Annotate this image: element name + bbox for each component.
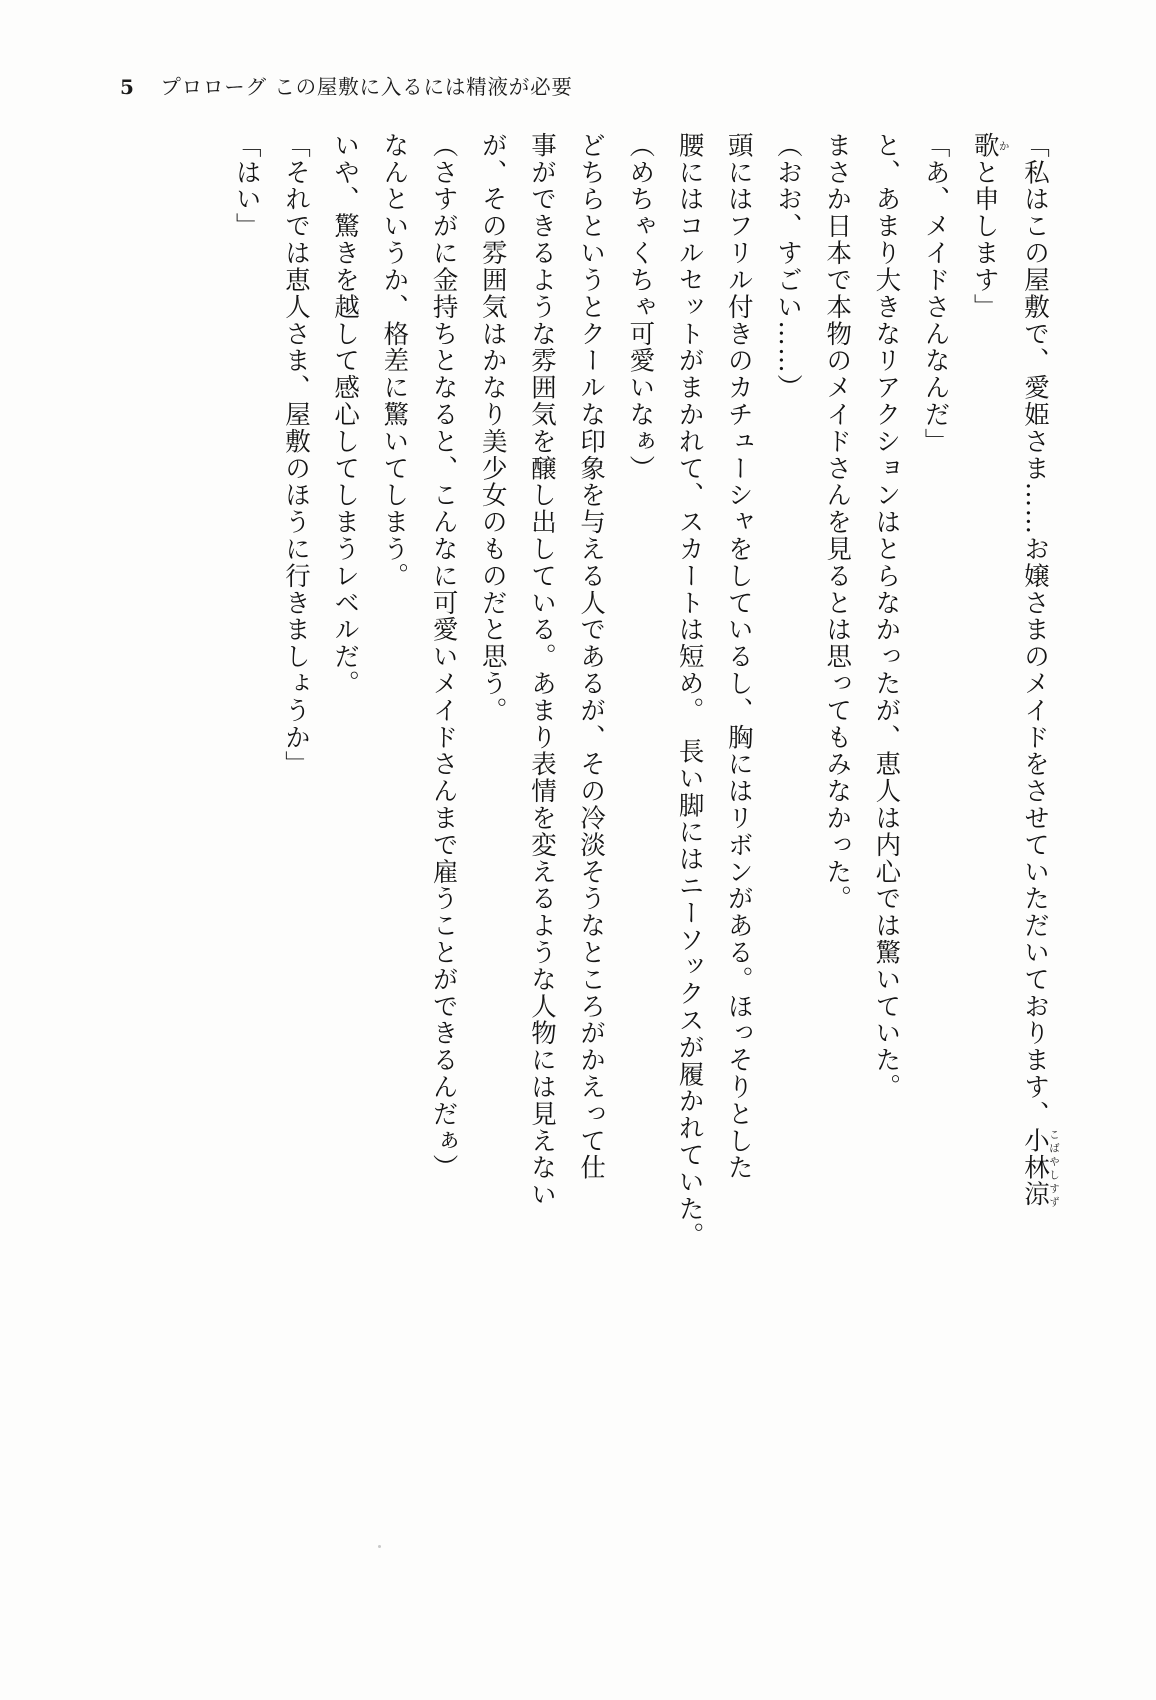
paragraph-10-text: どちらというとクールな印象を与える人であるが、その冷淡そうなところがかえって仕 [576, 132, 607, 1182]
paragraph-14-text: なんというか、格差に驚いてしまう。 [379, 132, 410, 590]
paragraph-13 [418, 132, 467, 1552]
ruby-reading-kobayashisuzu: こばやしすず [1048, 1127, 1060, 1209]
paragraph-8-text: 腰にはコルセットがまかれて、スカートは短め。 長い脚にはニーソックスが履かれていた。 [674, 132, 705, 1250]
paragraph-7 [714, 132, 763, 1552]
ruby-kobayashi-suzu: 小林涼こばやしすず [1020, 1127, 1060, 1209]
paragraph-3 [910, 132, 959, 1552]
paragraph-3-text: 「あ、メイドさんなんだ」 [920, 132, 951, 455]
ruby-reading-ka: か [997, 132, 1010, 159]
paragraph-6 [763, 132, 812, 1552]
page-header [0, 70, 1156, 100]
paragraph-1-text: 「私はこの屋敷で、愛姫さま……お嬢さまのメイドをさせていただいております、小林涼こばやしすず [1020, 132, 1060, 1209]
paragraph-11 [517, 132, 566, 1552]
paragraph-17-text: 「はい」 [231, 132, 262, 240]
paragraph-16 [271, 132, 320, 1552]
page-number: 5 [120, 75, 135, 99]
ruby-uta: 歌か [969, 132, 1010, 159]
paragraph-5 [812, 132, 861, 1552]
paragraph-2: 歌かと申します」 [969, 132, 1010, 321]
paragraph-10 [566, 132, 615, 1552]
paragraph-15-text: いや、驚きを越して感心してしまうレベルだ。 [330, 132, 361, 697]
body-text [180, 132, 1060, 1552]
paragraph-4 [861, 132, 910, 1552]
paragraph-14 [369, 132, 418, 1552]
paragraph-9-text: （めちゃくちゃ可愛いなぁ） [625, 132, 656, 482]
paragraph-1 [1010, 132, 1060, 1552]
paragraph-7-text: 頭にはフリル付きのカチューシャをしているし、胸にはリボンがある。ほっそりとした [723, 132, 754, 1182]
paragraph-11-text: 事ができるような雰囲気を醸し出している。あまり表情を変えるような人物には見えない [526, 132, 557, 1209]
paragraph-16-text: 「それでは恵人さま、屋敷のほうに行きましょうか」 [280, 132, 311, 778]
paragraph-12 [468, 132, 517, 1552]
page-bottom-mark [378, 1545, 381, 1548]
paragraph-4-text: と、あまり大きなリアクションはとらなかったが、恵人は内心では驚いていた。 [871, 132, 902, 1101]
paragraph-8 [664, 132, 713, 1552]
paragraph-17 [222, 132, 271, 1552]
paragraph-12-text: が、その雰囲気はかなり美少女のものだと思う。 [477, 132, 508, 724]
paragraph-15 [320, 132, 369, 1552]
paragraph-13-text: （さすがに金持ちとなると、こんなに可愛いメイドさんまで雇うことができるんだぁ） [428, 132, 459, 1182]
paragraph-9 [615, 132, 664, 1552]
paragraph-6-text: （おお、すごい……） [772, 132, 803, 402]
paragraph-5-text: まさか日本で本物のメイドさんを見るとは思ってもみなかった。 [822, 132, 853, 913]
running-head-title: プロローグ この屋敷に入るには精液が必要 [160, 75, 573, 99]
